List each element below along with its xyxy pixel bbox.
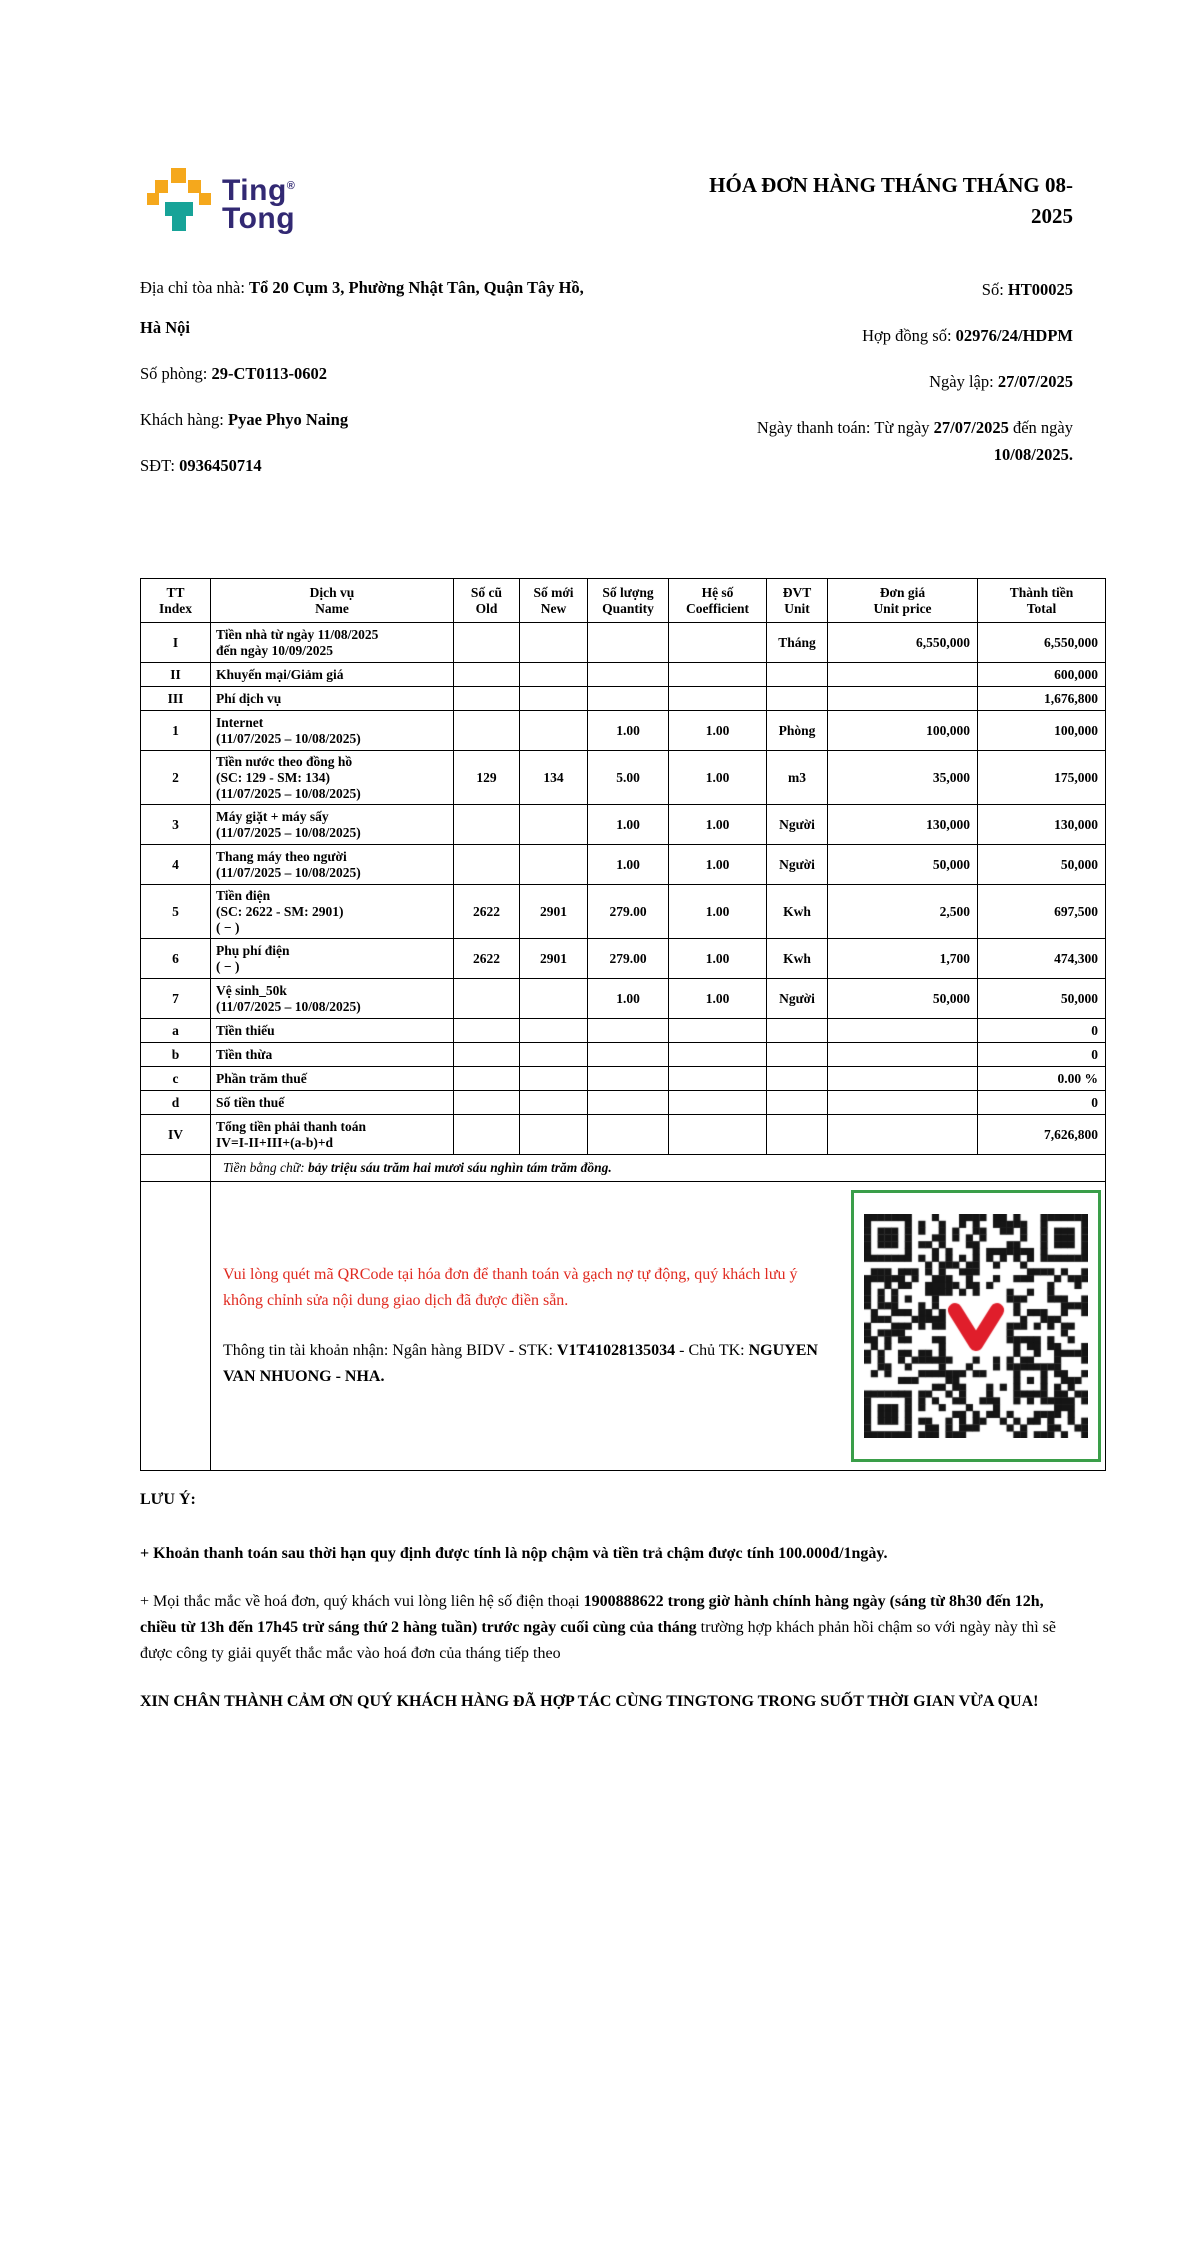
payment-period-line2: 10/08/2025. xyxy=(993,445,1073,464)
table-row xyxy=(141,623,1106,663)
cell-index: III xyxy=(141,687,211,711)
payment-instructions xyxy=(211,1262,851,1390)
cell-unit_price xyxy=(828,1043,978,1067)
table-row xyxy=(141,805,1106,845)
cell-index: c xyxy=(141,1067,211,1091)
service-name-line: Phụ phí điện xyxy=(216,942,290,958)
service-name-line: (11/07/2025 – 10/08/2025) xyxy=(216,864,361,880)
building-address-line1: Địa chỉ tòa nhà: Tổ 20 Cụm 3, Phường Nhật Tân, Quận Tây Hồ, xyxy=(140,278,584,297)
column-header-line: Thành tiền xyxy=(1009,584,1074,600)
column-header-line: TT xyxy=(166,584,185,600)
cell-qty xyxy=(588,1019,669,1043)
cell-unit xyxy=(767,687,828,711)
cell-total: 474,300 xyxy=(978,939,1106,979)
cell-total: 7,626,800 xyxy=(978,1115,1106,1155)
cell-new: 2901 xyxy=(520,939,588,979)
cell-old: 129 xyxy=(454,751,520,805)
cell-old xyxy=(454,979,520,1019)
cell-old xyxy=(454,1019,520,1043)
notes-section xyxy=(140,1487,1068,1737)
note-heading: LƯU Ý: xyxy=(140,1491,196,1508)
column-header-line: ĐVT xyxy=(782,584,812,600)
cell-unit_price: 50,000 xyxy=(828,979,978,1019)
cell-name xyxy=(211,687,454,711)
cell-name xyxy=(211,939,454,979)
cell-unit_price: 1,700 xyxy=(828,939,978,979)
cell-name xyxy=(211,711,454,751)
cell-unit_price: 130,000 xyxy=(828,805,978,845)
service-name-line: Vệ sinh_50k xyxy=(216,982,287,998)
contact-note: + Mọi thắc mắc về hoá đơn, quý khách vui lòng liên hệ số điện thoại 1900888622 trong giờ hành chính hàng ngày (sáng từ 8h30 đến 12h, chiều từ 13h đến 17h45 trừ sáng thứ 2 hàng tuần) trước ngày cuối cùng của tháng trường hợp khách phản hồi chậm so với ngày này thì sẽ được công ty giải quyết thắc mắc vào hoá đơn của tháng tiếp theo xyxy=(140,1593,1056,1662)
service-name-line: ( − ) xyxy=(216,958,240,974)
cell-index: 7 xyxy=(141,979,211,1019)
service-name-line: Phí dịch vụ xyxy=(216,690,282,706)
column-header xyxy=(767,579,828,623)
cell-new xyxy=(520,1067,588,1091)
cell-qty: 1.00 xyxy=(588,979,669,1019)
table-row xyxy=(141,1019,1106,1043)
cell-new xyxy=(520,1043,588,1067)
cell-total: 0 xyxy=(978,1091,1106,1115)
cell-unit xyxy=(767,1091,828,1115)
cell-old xyxy=(454,1043,520,1067)
cell-total: 600,000 xyxy=(978,663,1106,687)
amount-in-words-row xyxy=(141,1155,1106,1182)
table-row xyxy=(141,1067,1106,1091)
cell-new xyxy=(520,1091,588,1115)
cell-name xyxy=(211,623,454,663)
cell-new xyxy=(520,979,588,1019)
service-name-line: Tiền thiếu xyxy=(216,1022,275,1038)
payment-period-line1: Ngày thanh toán: Từ ngày 27/07/2025 đến ngày xyxy=(756,418,1073,437)
cell-qty xyxy=(588,1091,669,1115)
cell-coef xyxy=(669,1043,767,1067)
table-row xyxy=(141,939,1106,979)
cell-unit_price xyxy=(828,1067,978,1091)
cell-old xyxy=(454,687,520,711)
cell-name xyxy=(211,751,454,805)
cell-unit_price xyxy=(828,1019,978,1043)
service-name-line: (SC: 129 - SM: 134) xyxy=(216,769,330,785)
cell-new xyxy=(520,1019,588,1043)
cell-coef: 1.00 xyxy=(669,979,767,1019)
building-address-line2: Hà Nội xyxy=(140,318,190,337)
service-name-line: (11/07/2025 – 10/08/2025) xyxy=(216,785,361,801)
cell-coef xyxy=(669,623,767,663)
invoice-number: Số: HT00025 xyxy=(981,280,1073,299)
cell-qty xyxy=(588,663,669,687)
cell-new xyxy=(520,663,588,687)
thank-you-note: XIN CHÂN THÀNH CẢM ƠN QUÝ KHÁCH HÀNG ĐÃ HỢP TÁC CÙNG TINGTONG TRONG SUỐT THỜI GIAN VỪA QUA! xyxy=(140,1693,1039,1710)
cell-total: 0.00 % xyxy=(978,1067,1106,1091)
cell-name xyxy=(211,1019,454,1043)
cell-coef xyxy=(669,1067,767,1091)
service-name-line: ( − ) xyxy=(216,919,240,935)
column-header-line: Index xyxy=(158,600,192,616)
column-header-line: Hệ số xyxy=(701,584,734,600)
cell-unit: Người xyxy=(767,805,828,845)
table-header xyxy=(141,579,1106,623)
cell-old: 2622 xyxy=(454,885,520,939)
cell-unit: Kwh xyxy=(767,939,828,979)
service-name-line: Tổng tiền phải thanh toán xyxy=(216,1118,367,1134)
cell-index: 1 xyxy=(141,711,211,751)
cell-old xyxy=(454,805,520,845)
cell-qty xyxy=(588,623,669,663)
late-payment-note: + Khoản thanh toán sau thời hạn quy định được tính là nộp chậm và tiền trả chậm được tính 100.000đ/1ngày. xyxy=(140,1545,888,1562)
column-header-line: Dịch vụ xyxy=(309,584,355,600)
service-name-line: Khuyến mại/Giảm giá xyxy=(216,666,344,682)
cell-unit: Kwh xyxy=(767,885,828,939)
cell-coef: 1.00 xyxy=(669,939,767,979)
cell-empty xyxy=(141,1155,211,1182)
contract-number: Hợp đồng số: 02976/24/HDPM xyxy=(862,326,1073,345)
cell-unit_price xyxy=(828,1115,978,1155)
column-header xyxy=(520,579,588,623)
cell-unit: Tháng xyxy=(767,623,828,663)
cell-unit_price: 6,550,000 xyxy=(828,623,978,663)
cell-name xyxy=(211,1067,454,1091)
cell-total: 6,550,000 xyxy=(978,623,1106,663)
column-header-line: Quantity xyxy=(602,600,654,616)
cell-total: 50,000 xyxy=(978,979,1106,1019)
cell-index: b xyxy=(141,1043,211,1067)
customer-name: Khách hàng: Pyae Phyo Naing xyxy=(140,410,349,429)
column-header xyxy=(588,579,669,623)
cell-old: 2622 xyxy=(454,939,520,979)
service-name-line: Máy giặt + máy sấy xyxy=(216,808,329,824)
column-header-line: Đơn giá xyxy=(879,584,926,600)
cell-total: 130,000 xyxy=(978,805,1106,845)
cell-new xyxy=(520,711,588,751)
service-name-line: Số tiền thuế xyxy=(216,1094,285,1110)
phone-number: SĐT: 0936450714 xyxy=(140,456,262,475)
service-name-line: Tiền điện xyxy=(216,887,271,903)
bank-account-info: Thông tin tài khoản nhận: Ngân hàng BIDV - STK: V1T41028135034 - Chủ TK: NGUYEN VAN NHUONG - NHA. xyxy=(223,1342,818,1385)
column-header-line: Số cũ xyxy=(470,584,503,600)
qr-row xyxy=(141,1182,1106,1471)
cell-new xyxy=(520,687,588,711)
table-row xyxy=(141,1115,1106,1155)
cell-coef xyxy=(669,687,767,711)
amount-in-words: Tiền bằng chữ: bảy triệu sáu trăm hai mươi sáu nghìn tám trăm đồng. xyxy=(211,1155,1106,1182)
column-header-line: Số lượng xyxy=(602,584,654,600)
column-header-line: Name xyxy=(315,600,349,616)
cell-name xyxy=(211,979,454,1019)
qr-code xyxy=(864,1214,1088,1438)
cell-unit_price: 2,500 xyxy=(828,885,978,939)
column-header-line: Total xyxy=(1026,600,1057,616)
table-row xyxy=(141,711,1106,751)
table-row xyxy=(141,979,1106,1019)
cell-coef: 1.00 xyxy=(669,845,767,885)
cell-unit_price xyxy=(828,663,978,687)
tingtong-logo-icon xyxy=(147,168,211,232)
cell-index: IV xyxy=(141,1115,211,1155)
column-header xyxy=(454,579,520,623)
cell-new xyxy=(520,845,588,885)
cell-name xyxy=(211,663,454,687)
cell-unit xyxy=(767,663,828,687)
room-number: Số phòng: 29-CT0113-0602 xyxy=(140,364,328,383)
cell-coef: 1.00 xyxy=(669,751,767,805)
cell-unit_price xyxy=(828,1091,978,1115)
cell-qty: 1.00 xyxy=(588,845,669,885)
cell-new: 134 xyxy=(520,751,588,805)
invoice-table xyxy=(140,578,1106,1471)
cell-unit xyxy=(767,1115,828,1155)
cell-unit xyxy=(767,1043,828,1067)
cell-new xyxy=(520,805,588,845)
cell-old xyxy=(454,711,520,751)
qr-payment-cell xyxy=(211,1182,1106,1471)
cell-old xyxy=(454,1115,520,1155)
registered-mark: ® xyxy=(286,180,296,192)
header-row xyxy=(141,579,1106,623)
table-row xyxy=(141,663,1106,687)
cell-old xyxy=(454,623,520,663)
cell-index: 4 xyxy=(141,845,211,885)
logo-word-ting: Ting xyxy=(222,174,287,207)
cell-index: I xyxy=(141,623,211,663)
cell-total: 0 xyxy=(978,1043,1106,1067)
cell-total: 175,000 xyxy=(978,751,1106,805)
cell-coef xyxy=(669,1115,767,1155)
cell-total: 0 xyxy=(978,1019,1106,1043)
cell-coef xyxy=(669,1019,767,1043)
cell-new: 2901 xyxy=(520,885,588,939)
cell-unit: Người xyxy=(767,979,828,1019)
logo-word-tong: Tong xyxy=(222,202,296,235)
service-name-line: (SC: 2622 - SM: 2901) xyxy=(216,903,344,919)
cell-qty xyxy=(588,1115,669,1155)
cell-name xyxy=(211,805,454,845)
cell-coef xyxy=(669,1091,767,1115)
qr-code-frame xyxy=(851,1190,1101,1462)
cell-unit_price: 35,000 xyxy=(828,751,978,805)
column-header xyxy=(978,579,1106,623)
cell-empty xyxy=(141,1182,211,1471)
table-row xyxy=(141,1091,1106,1115)
cell-index: 3 xyxy=(141,805,211,845)
cell-name xyxy=(211,845,454,885)
cell-name xyxy=(211,1043,454,1067)
cell-unit: Người xyxy=(767,845,828,885)
cell-qty: 279.00 xyxy=(588,939,669,979)
invoice-title-line1: HÓA ĐƠN HÀNG THÁNG THÁNG 08- xyxy=(709,173,1073,197)
cell-old xyxy=(454,663,520,687)
cell-old xyxy=(454,1067,520,1091)
service-name-line: Phần trăm thuế xyxy=(216,1070,307,1086)
service-name-line: (11/07/2025 – 10/08/2025) xyxy=(216,998,361,1014)
cell-unit_price: 100,000 xyxy=(828,711,978,751)
table-row xyxy=(141,1043,1106,1067)
cell-new xyxy=(520,623,588,663)
issue-date: Ngày lập: 27/07/2025 xyxy=(929,372,1073,391)
cell-name xyxy=(211,1115,454,1155)
cell-total: 50,000 xyxy=(978,845,1106,885)
table-row xyxy=(141,845,1106,885)
column-header-line: Coefficient xyxy=(686,600,749,616)
cell-unit_price xyxy=(828,687,978,711)
cell-index: II xyxy=(141,663,211,687)
tingtong-logo-text xyxy=(222,172,295,233)
cell-coef: 1.00 xyxy=(669,805,767,845)
service-name-line: (11/07/2025 – 10/08/2025) xyxy=(216,730,361,746)
cell-unit: m3 xyxy=(767,751,828,805)
cell-total: 1,676,800 xyxy=(978,687,1106,711)
service-name-line: (11/07/2025 – 10/08/2025) xyxy=(216,824,361,840)
table-row xyxy=(141,687,1106,711)
service-name-line: Tiền nước theo đồng hồ xyxy=(216,753,353,769)
cell-index: 2 xyxy=(141,751,211,805)
cell-coef xyxy=(669,663,767,687)
table-row xyxy=(141,885,1106,939)
service-name-line: Tiền thừa xyxy=(216,1046,273,1062)
column-header-line: Unit xyxy=(784,600,810,616)
column-header-line: Old xyxy=(475,600,498,616)
column-header xyxy=(141,579,211,623)
column-header-line: Số mới xyxy=(533,584,574,600)
cell-qty: 1.00 xyxy=(588,711,669,751)
cell-coef: 1.00 xyxy=(669,885,767,939)
column-header xyxy=(211,579,454,623)
cell-new xyxy=(520,1115,588,1155)
cell-index: 5 xyxy=(141,885,211,939)
table-row xyxy=(141,751,1106,805)
cell-qty xyxy=(588,687,669,711)
service-name-line: Internet xyxy=(216,714,264,730)
cell-unit_price: 50,000 xyxy=(828,845,978,885)
column-header xyxy=(669,579,767,623)
column-header-line: Unit price xyxy=(873,600,932,616)
cell-old xyxy=(454,1091,520,1115)
cell-index: a xyxy=(141,1019,211,1043)
cell-unit: Phòng xyxy=(767,711,828,751)
cell-old xyxy=(454,845,520,885)
service-name-line: Thang máy theo người xyxy=(216,848,347,864)
cell-qty xyxy=(588,1067,669,1091)
service-name-line: IV=I-II+III+(a-b)+d xyxy=(216,1134,334,1150)
service-name-line: Tiền nhà từ ngày 11/08/2025 xyxy=(216,626,379,642)
service-name-line: đến ngày 10/09/2025 xyxy=(216,642,334,658)
cell-total: 100,000 xyxy=(978,711,1106,751)
cell-unit xyxy=(767,1067,828,1091)
cell-index: 6 xyxy=(141,939,211,979)
qr-payment-notice: Vui lòng quét mã QRCode tại hóa đơn để thanh toán và gạch nợ tự động, quý khách lưu ý không chỉnh sửa nội dung giao dịch đã được điền sẵn. xyxy=(223,1266,798,1309)
cell-name xyxy=(211,885,454,939)
cell-total: 697,500 xyxy=(978,885,1106,939)
cell-qty: 5.00 xyxy=(588,751,669,805)
cell-unit xyxy=(767,1019,828,1043)
invoice-title-line2: 2025 xyxy=(1031,204,1073,228)
invoice-title xyxy=(709,170,1073,232)
cell-name xyxy=(211,1091,454,1115)
cell-qty: 279.00 xyxy=(588,885,669,939)
column-header-line: New xyxy=(540,600,567,616)
cell-qty: 1.00 xyxy=(588,805,669,845)
cell-qty xyxy=(588,1043,669,1067)
cell-coef: 1.00 xyxy=(669,711,767,751)
cell-index: d xyxy=(141,1091,211,1115)
column-header xyxy=(828,579,978,623)
